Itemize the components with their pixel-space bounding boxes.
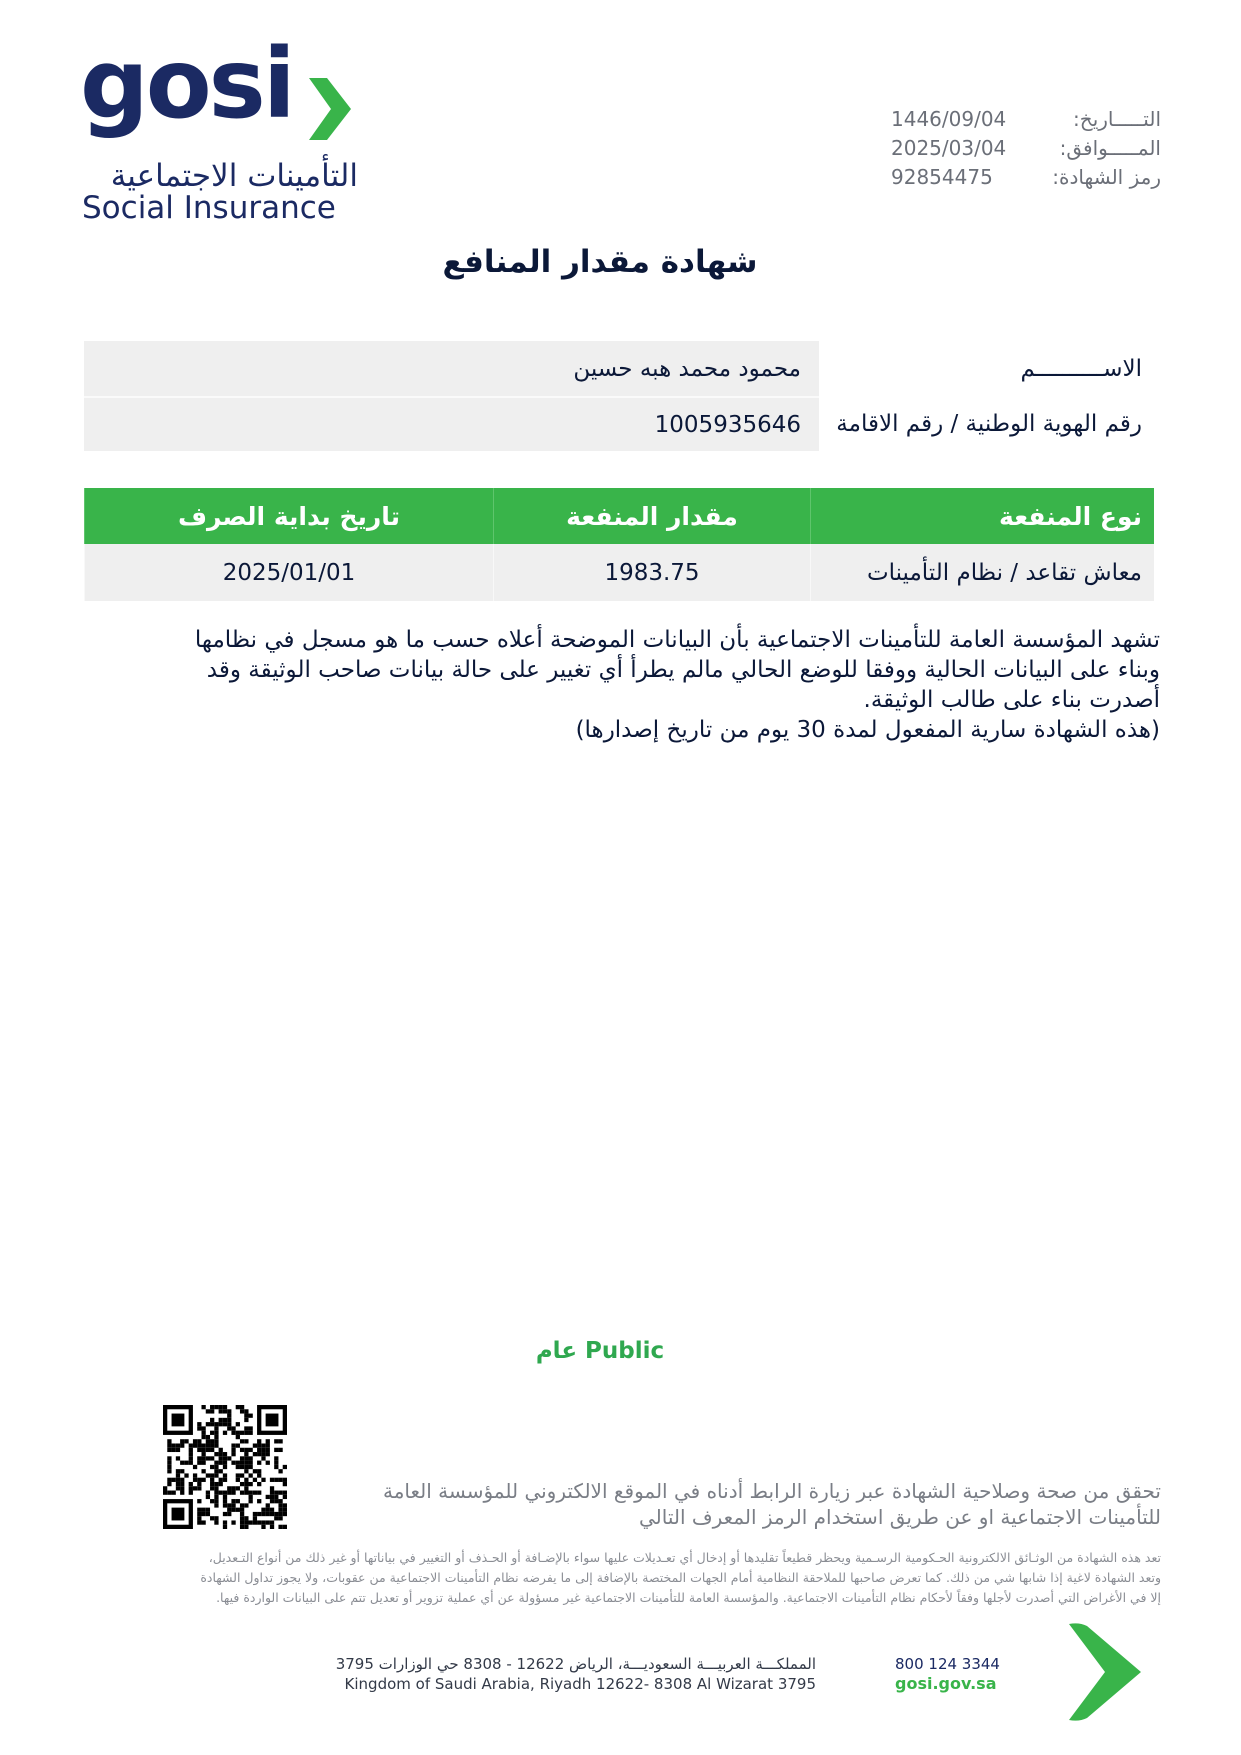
name-label: الاســــــــــم — [819, 341, 1154, 396]
benefit-type-cell: معاش تقاعد / نظام التأمينات — [811, 544, 1155, 601]
meta-gregorian-date — [881, 133, 1161, 162]
chevron-brand-icon — [1065, 1622, 1143, 1722]
certification-statement — [90, 625, 1160, 745]
benefits-table — [84, 488, 1154, 601]
statement-line: تشهد المؤسسة العامة للتأمينات الاجتماعية بأن البيانات الموضحة أعلاه حسب ما هو مسجل في نظامها — [194, 627, 1160, 653]
header-benefit-amount: مقدار المنفعة — [494, 488, 811, 544]
meta-certificate-code — [881, 162, 1161, 191]
gosi-logo — [80, 28, 360, 226]
name-value: محمود محمد هبه حسين — [84, 341, 819, 396]
gregorian-date-label: المـــــوافق: — [1059, 135, 1161, 160]
footer-contact — [895, 1654, 1000, 1694]
hijri-date-label: التـــــاريخ: — [1073, 106, 1161, 131]
id-value: 1005935646 — [84, 396, 819, 451]
hijri-date-value: 1446/09/04 — [891, 106, 1007, 131]
verify-line: للتأمينات الاجتماعية او عن طريق استخدام الرمز المعرف التالي — [639, 1505, 1161, 1529]
website-link[interactable]: gosi.gov.sa — [895, 1674, 997, 1693]
qr-code-icon[interactable] — [163, 1405, 287, 1529]
table-row — [85, 544, 1155, 601]
person-info — [84, 341, 1154, 451]
benefit-amount-cell: 1983.75 — [494, 544, 811, 601]
legal-disclaimer — [151, 1548, 1161, 1608]
footer-address — [336, 1654, 816, 1694]
person-id-row — [84, 396, 1154, 451]
verify-line: تحقق من صحة وصلاحية الشهادة عبر زيارة الرابط أدناه في الموقع الالكتروني للمؤسسة العامة — [382, 1479, 1161, 1503]
address-english: Kingdom of Saudi Arabia, Riyadh 12622- 8308 Al Wizarat 3795 — [344, 1675, 816, 1693]
statement-line: أصدرت بناء على طالب الوثيقة. — [863, 687, 1160, 713]
id-label: رقم الهوية الوطنية / رقم الاقامة — [819, 396, 1154, 451]
person-name-row — [84, 341, 1154, 396]
disclaimer-line: وتعد الشهادة لاغية إذا شابها شي من ذلك. كما تعرض صاحبها للملاحقة النظامية أمام الجهات المختصة بالإضافة إلى ما يفرضه نظام التأمينات الاجتماعية من عقوبات، ولا يجوز تداول الشهادة — [200, 1570, 1161, 1585]
verification-instructions — [281, 1478, 1161, 1530]
disclaimer-line: إلا في الأغراض التي أصدرت لأجلها وفقاً لأحكام نظام التأمينات الاجتماعية. والمؤسسة العامة للتأمينات الاجتماعية غير مسؤولة عن أي عملية تزوير أو تعديل تتم على البيانات الواردة فيها. — [216, 1590, 1161, 1605]
logo-wordmark: gosi — [80, 28, 293, 140]
certificate-code-label: رمز الشهادة: — [1052, 164, 1161, 189]
start-date-cell: 2025/01/01 — [85, 544, 494, 601]
certificate-code-value: 92854475 — [891, 164, 993, 189]
logo-english-name: Social Insurance — [82, 190, 336, 226]
gregorian-date-value: 2025/03/04 — [891, 135, 1007, 160]
benefits-header-row — [85, 488, 1155, 544]
certificate-meta — [881, 104, 1161, 191]
phone-number: 800 124 3344 — [895, 1655, 1000, 1673]
header-benefit-type: نوع المنفعة — [811, 488, 1155, 544]
statement-validity-line: (هذه الشهادة سارية المفعول لمدة 30 يوم من تاريخ إصدارها) — [575, 717, 1160, 743]
document-title: شهادة مقدار المنافع — [442, 244, 758, 280]
classification-label: عام Public — [535, 1338, 665, 1364]
address-arabic: المملكـــة العربيـــة السعوديـــة، الرياض 12622 - 8308 حي الوزارات 3795 — [335, 1655, 816, 1673]
chevron-logo-icon — [305, 74, 355, 144]
logo-arabic-name: التأمينات الاجتماعية — [110, 158, 358, 194]
statement-line: وبناء على البيانات الحالية ووفقا للوضع الحالي مالم يطرأ أي تغيير على حالة بيانات صاحب الوثيقة وقد — [206, 657, 1160, 683]
meta-hijri-date — [881, 104, 1161, 133]
disclaimer-line: تعد هذه الشهادة من الوثـائق الالكترونية الحـكومية الرسـمية ويحظر قطيعاً تقليدها أو إدخال أي تعـديلات عليها سواء بالإضـافة أو الحـذف أو التغيير في بياناتها أو غير ذلك من أنواع التـعديل، — [208, 1550, 1161, 1565]
header-start-date: تاريخ بداية الصرف — [85, 488, 494, 544]
